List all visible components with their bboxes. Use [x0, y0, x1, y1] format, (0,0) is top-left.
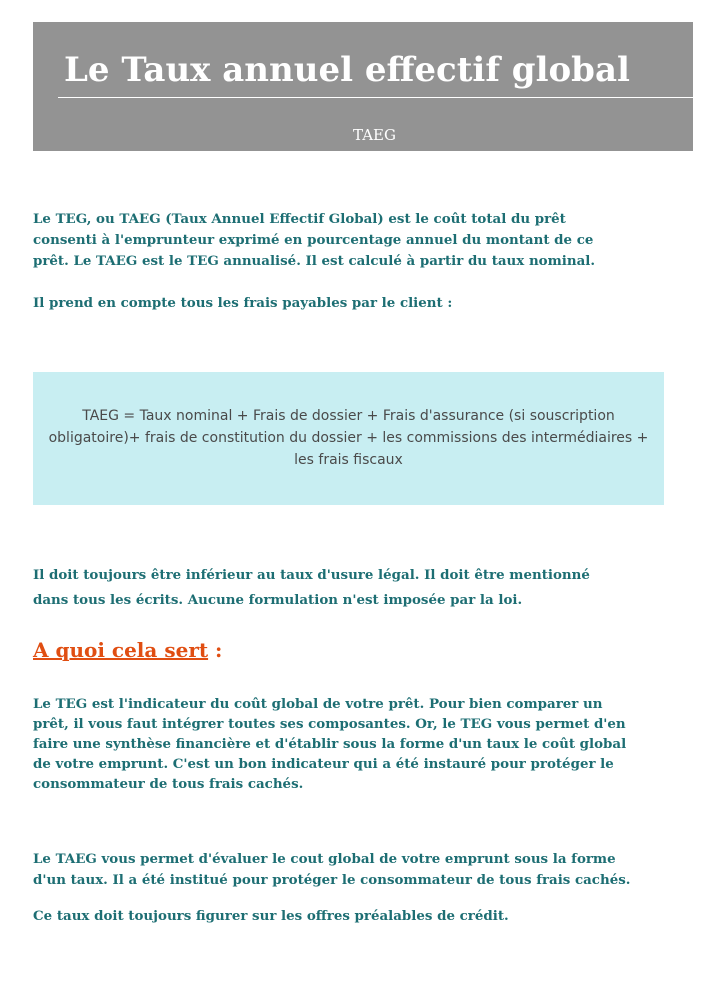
purpose-line: prêt, il vous faut intégrer toutes ses composantes. Or, le TEG vous permet d'en [33, 716, 626, 732]
intro-paragraph [33, 209, 595, 272]
usury-line: Il doit toujours être inférieur au taux d'usure légal. Il doit être mentionné [33, 567, 590, 583]
usury-line: dans tous les écrits. Aucune formulation n'est imposée par la loi. [33, 592, 523, 608]
offers-paragraph: Ce taux doit toujours figurer sur les offres préalables de crédit. [33, 908, 509, 924]
formula-box [33, 372, 664, 505]
formula-line: TAEG = Taux nominal + Frais de dossier + Frais d'assurance (si souscription [82, 408, 615, 424]
purpose-paragraph [33, 694, 626, 794]
intro-line: prêt. Le TAEG est le TEG annualisé. Il est calculé à partir du taux nominal. [33, 253, 596, 269]
fees-paragraph: Il prend en compte tous les frais payables par le client : [33, 295, 453, 311]
title-divider [58, 97, 693, 98]
page-subtitle: TAEG [353, 126, 396, 144]
evaluation-paragraph [33, 849, 630, 891]
page-title: Le Taux annuel effectif global [64, 50, 630, 90]
evaluation-line: Le TAEG vous permet d'évaluer le cout global de votre emprunt sous la forme [33, 851, 616, 867]
purpose-line: consommateur de tous frais cachés. [33, 776, 304, 792]
section-heading-text: A quoi cela sert [33, 638, 209, 662]
purpose-line: faire une synthèse financière et d'établir sous la forme d'un taux le coût global [33, 736, 627, 752]
intro-line: consenti à l'emprunteur exprimé en pourcentage annuel du montant de ce [33, 232, 594, 248]
section-heading [33, 636, 222, 664]
section-heading-suffix: : [208, 638, 223, 662]
intro-line: Le TEG, ou TAEG (Taux Annuel Effectif Global) est le coût total du prêt [33, 211, 566, 227]
formula-text [33, 405, 664, 471]
formula-line: obligatoire)+ frais de constitution du dossier + les commissions des intermédiaires + [48, 430, 649, 446]
purpose-line: de votre emprunt. C'est un bon indicateur qui a été instauré pour protéger le [33, 756, 614, 772]
purpose-line: Le TEG est l'indicateur du coût global de votre prêt. Pour bien comparer un [33, 696, 603, 712]
header-banner [33, 22, 693, 151]
formula-line: les frais fiscaux [294, 452, 403, 468]
usury-paragraph [33, 563, 590, 613]
evaluation-line: d'un taux. Il a été institué pour protéger le consommateur de tous frais cachés. [33, 872, 631, 888]
